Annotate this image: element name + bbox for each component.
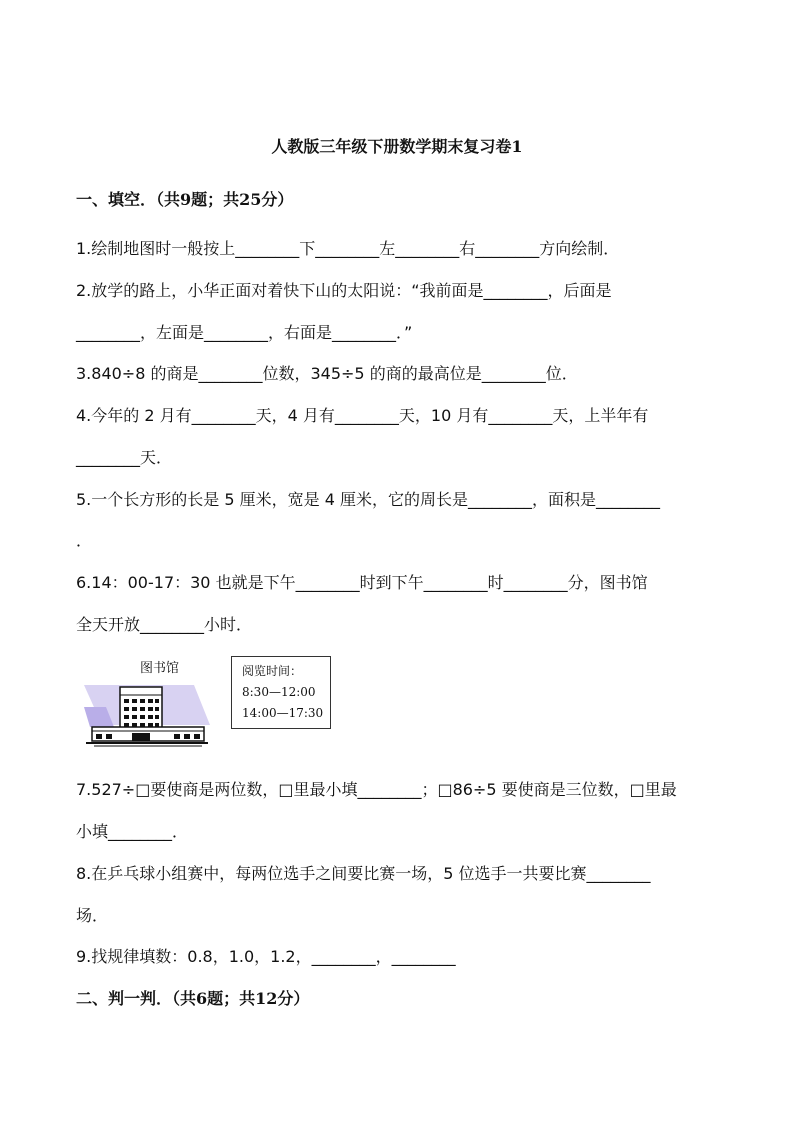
question-7-line-1: 7.527÷□要使商是两位数，□里最小填________；□86÷5 要使商是三位数，□里最 (76, 780, 677, 799)
opening-hours-title: 阅览时间： (242, 664, 303, 678)
question-2-line-1: 2.放学的路上，小华正面对着快下山的太阳说：“我前面是________，后面是 (76, 281, 612, 300)
question-5-line-1: 5.一个长方形的长是 5 厘米，宽是 4 厘米，它的周长是________，面积是________ (76, 490, 660, 509)
question-2-line-2: ________，左面是________，右面是________．” (76, 323, 413, 342)
section-heading-fill-blank: 一、填空．（共9题；共25分） (76, 190, 294, 209)
question-6-line-2: 全天开放________小时． (76, 615, 253, 634)
question-9: 9.找规律填数：0.8，1.0，1.2，________，________ (76, 947, 456, 966)
opening-hours-morning: 8:30—12:00 (242, 685, 316, 699)
question-1: 1.绘制地图时一般按上________下________左________右________方向绘制． (76, 239, 620, 258)
question-6-line-1: 6.14：00-17：30 也就是下午________时到下午________时________分，图书馆 (76, 573, 648, 592)
opening-hours-box (231, 656, 331, 729)
question-8-line-2: 场． (76, 906, 109, 925)
question-5-line-2: ． (76, 531, 93, 550)
opening-hours-afternoon: 14:00—17:30 (242, 706, 324, 720)
page-title: 人教版三年级下册数学期末复习卷1 (271, 137, 523, 156)
section-heading-true-false: 二、判一判．（共6题；共12分） (76, 989, 310, 1008)
question-4-line-2: ________天． (76, 448, 173, 467)
question-4-line-1: 4.今年的 2 月有________天，4 月有________天，10 月有________天，上半年有 (76, 406, 649, 425)
question-8-line-1: 8.在乒乓球小组赛中，每两位选手之间要比赛一场，5 位选手一共要比赛________ (76, 864, 651, 883)
question-7-line-2: 小填________． (76, 822, 189, 841)
library-label: 图书馆 (140, 661, 180, 676)
library-illustration (84, 655, 210, 750)
question-3: 3.840÷8 的商是________位数，345÷5 的商的最高位是________位． (76, 364, 578, 383)
